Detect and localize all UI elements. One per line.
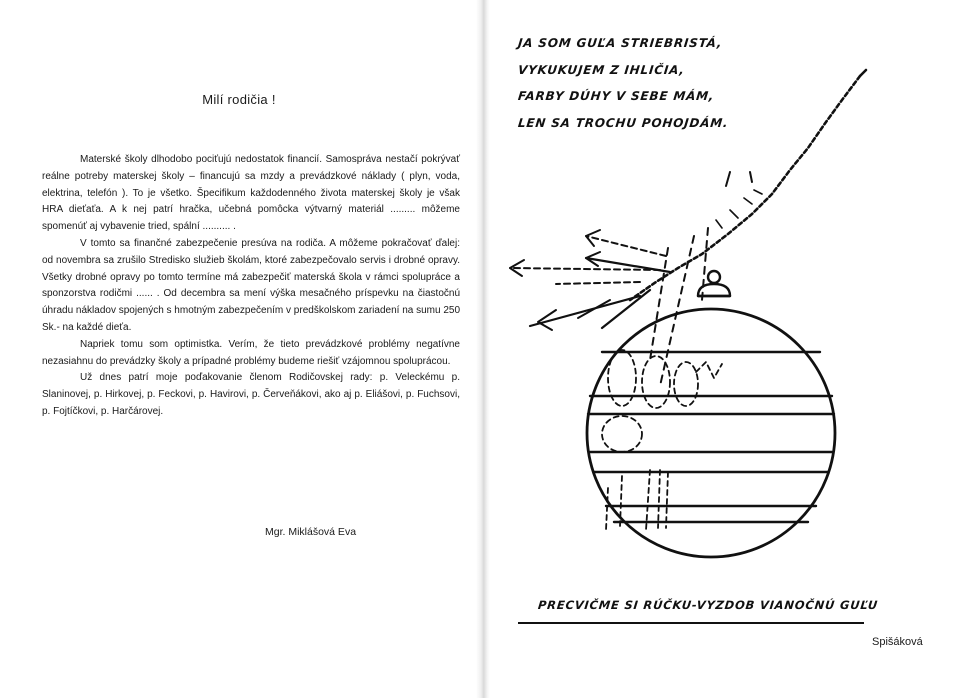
book-gutter — [476, 0, 490, 698]
letter-signature: Mgr. Miklášová Eva — [265, 526, 357, 538]
drawing-caption: PRECVIČME SI RÚČKU-VYZDOB VIANOČNÚ GUĽU — [537, 598, 879, 612]
letter-body — [42, 152, 460, 421]
letter-paragraph: V tomto sa finančné zabezpečenie presúva na rodiča. A môžeme pokračovať ďalej: od novembra sa zrušilo Stredisko služieb školám, ktoré zabezpečovalo servis i drobné opravy. Všetky drobné opravy po tomto termíne má zabezpečiť materská škola v rámci spolupráce a sponzorstva rodičmi ...... . Od decembra sa mení výška mesačného príspevku na čiastočnú úhradu nákladov spojených s hmotným zabezpečením v predškolskom zariadení na sumu 250 Sk.- na každé dieťa. — [42, 237, 461, 333]
letter-paragraph: Napriek tomu som optimistka. Verím, že tieto prevádzkové problémy negatívne nezasiahnu do prevádzky školy a prípadné problémy budeme riešiť vzájomnou spoluprácou. — [42, 338, 460, 367]
left-page — [0, 0, 478, 698]
poem-line: JA SOM GUĽA STRIEBRISTÁ, — [517, 36, 724, 50]
ornament-hanger-drawing — [650, 228, 708, 386]
right-page — [490, 0, 960, 698]
letter-paragraph: Už dnes patrí moje poďakovanie členom Rodičovskej rady: p. Veleckému p. Slaninovej, p. Hirkovej, p. Feckovi, p. Havirovi, p. Červeňákovi, ako aj p. Eliášovi, p. Fuchsovi, p. Fojtíčkovi, p. Harčárovej. — [42, 372, 460, 417]
poem-line: VYKUKUJEM Z IHLIČIA, — [517, 63, 686, 77]
ornament-ball-drawing — [587, 309, 835, 557]
drawing-author: Spišáková — [872, 636, 923, 648]
caption-underline — [518, 622, 864, 624]
christmas-ornament-drawing — [490, 0, 960, 698]
poem-line: LEN SA TROCHU POHOJDÁM. — [517, 116, 730, 130]
fir-branch-drawing — [510, 70, 866, 330]
letter-greeting: Milí rodičia ! — [202, 92, 276, 107]
poem-line: FARBY DÚHY V SEBE MÁM, — [517, 89, 716, 103]
letter-paragraph: Materské školy dlhodobo pociťujú nedostatok financií. Samospráva nestačí pokrývať reálne potreby materskej školy – financujú sa mzdy a prevádzkové náklady ( plyn, voda, elektrina, telefón ). To je všetko. Špecifikum každodenného života materskej školy je však HRA dieťaťa. A k nej patrí hračka, učebná pomôcka výtvarný materiál ......... môžeme spomenúť aj vybavenie tried, spální .......... . — [42, 154, 460, 233]
